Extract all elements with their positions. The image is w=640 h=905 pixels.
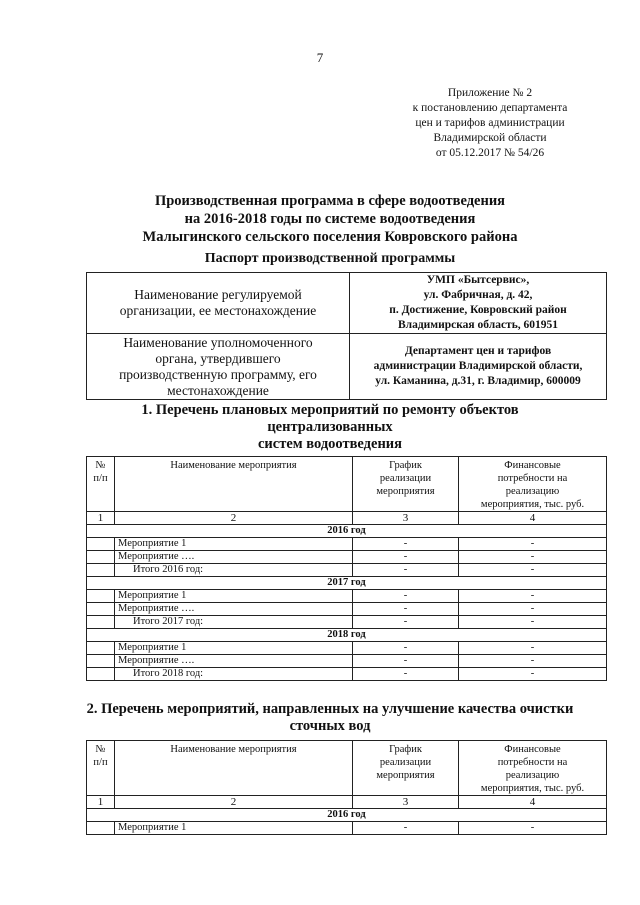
document-title — [40, 192, 620, 246]
table-row — [87, 616, 607, 629]
year-label: 2016 год — [87, 525, 607, 538]
schedule-value: - — [353, 822, 459, 835]
passport-value — [350, 334, 607, 400]
appendix-line: от 05.12.2017 № 54/26 — [435, 147, 545, 159]
appendix-note — [380, 86, 600, 161]
passport-value-line: УМП «Бытсервис», — [426, 274, 530, 286]
finance-value: - — [459, 822, 607, 835]
passport-value-line: п. Достижение, Ковровский район — [389, 304, 567, 316]
column-header-line: Финансовые — [504, 744, 561, 755]
passport-label — [87, 273, 350, 334]
title-line: Малыгинского сельского поселения Ковровского района — [142, 229, 518, 245]
year-label: 2018 год — [87, 629, 607, 642]
section2-table — [86, 740, 607, 835]
column-header — [353, 741, 459, 796]
appendix-line: к постановлению департамента — [412, 102, 568, 114]
header-row — [87, 457, 607, 512]
event-name: Мероприятие …. — [115, 603, 353, 616]
schedule-value: - — [353, 538, 459, 551]
schedule-value: - — [353, 642, 459, 655]
passport-row — [87, 334, 607, 400]
column-header — [353, 457, 459, 512]
column-header-line: п/п — [93, 757, 108, 768]
year-label: 2016 год — [87, 809, 607, 822]
column-header-line: Наименование мероприятия — [170, 744, 297, 755]
passport-label-line: Наименование уполномоченного — [123, 334, 313, 350]
column-number: 2 — [115, 796, 353, 809]
column-header-line: мероприятия, тыс. руб. — [480, 499, 585, 510]
schedule-value: - — [353, 564, 459, 577]
section1-heading-line: систем водоотведения — [257, 436, 403, 452]
column-header-line: реализацию — [505, 486, 560, 497]
page-number: 7 — [316, 50, 324, 65]
column-header — [87, 741, 115, 796]
section1-table — [86, 456, 607, 681]
column-number: 4 — [459, 796, 607, 809]
column-number: 3 — [353, 796, 459, 809]
schedule-value: - — [353, 603, 459, 616]
column-header-line: Финансовые — [504, 460, 561, 471]
passport-row — [87, 273, 607, 334]
finance-value: - — [459, 642, 607, 655]
column-number: 1 — [87, 512, 115, 525]
passport-value-line: Владимирская область, 601951 — [397, 319, 559, 331]
finance-value: - — [459, 655, 607, 668]
passport-label-line: организации, ее местонахождение — [119, 303, 317, 318]
row-number — [87, 668, 115, 681]
finance-value: - — [459, 551, 607, 564]
event-name: Итого 2018 год: — [115, 668, 353, 681]
column-header — [87, 457, 115, 512]
passport-heading: Паспорт производственной программы — [204, 251, 456, 266]
passport-value-line: ул. Фабричная, д. 42, — [423, 289, 533, 301]
finance-value: - — [459, 603, 607, 616]
passport-value-line: ул. Каманина, д.31, г. Владимир, 600009 — [375, 375, 581, 387]
column-number-row — [87, 512, 607, 525]
appendix-line: Приложение № 2 — [447, 87, 533, 99]
table-row — [87, 668, 607, 681]
column-header-line: мероприятия, тыс. руб. — [480, 783, 585, 794]
title-line: на 2016-2018 годы по системе водоотведения — [184, 211, 476, 227]
event-name: Итого 2016 год: — [115, 564, 353, 577]
schedule-value: - — [353, 655, 459, 668]
row-number — [87, 603, 115, 616]
passport-value — [350, 273, 607, 334]
year-row — [87, 525, 607, 538]
schedule-value: - — [353, 668, 459, 681]
column-number: 2 — [115, 512, 353, 525]
row-number — [87, 655, 115, 668]
row-number — [87, 538, 115, 551]
event-name: Мероприятие 1 — [115, 538, 353, 551]
column-header — [115, 457, 353, 512]
event-name: Мероприятие …. — [115, 655, 353, 668]
section2-heading — [40, 701, 620, 735]
schedule-value: - — [353, 590, 459, 603]
row-number — [87, 551, 115, 564]
column-header-line: График — [389, 460, 422, 471]
column-header — [459, 741, 607, 796]
section2-heading-line: 2. Перечень мероприятий, направленных на улучшение качества очистки — [86, 701, 574, 717]
header-row — [87, 741, 607, 796]
table-row — [87, 564, 607, 577]
column-header — [459, 457, 607, 512]
passport-label-line: Наименование регулируемой — [134, 287, 302, 302]
event-name: Мероприятие …. — [115, 551, 353, 564]
row-number — [87, 822, 115, 835]
passport-label-line: производственную программу, его — [119, 366, 317, 382]
year-row — [87, 809, 607, 822]
event-name: Мероприятие 1 — [115, 590, 353, 603]
row-number — [87, 616, 115, 629]
table-row — [87, 603, 607, 616]
year-row — [87, 629, 607, 642]
column-number: 1 — [87, 796, 115, 809]
column-header — [115, 741, 353, 796]
finance-value: - — [459, 564, 607, 577]
column-header-line: Наименование мероприятия — [170, 460, 297, 471]
column-header-line: потребности на — [497, 757, 568, 768]
event-name: Итого 2017 год: — [115, 616, 353, 629]
finance-value: - — [459, 668, 607, 681]
column-header-line: реализации — [379, 473, 432, 484]
column-number: 4 — [459, 512, 607, 525]
column-header-line: мероприятия — [376, 486, 435, 497]
column-header-line: мероприятия — [376, 770, 435, 781]
row-number — [87, 642, 115, 655]
column-header-line: потребности на — [497, 473, 568, 484]
event-name: Мероприятие 1 — [115, 642, 353, 655]
year-row — [87, 577, 607, 590]
schedule-value: - — [353, 616, 459, 629]
section1-heading-line: 1. Перечень плановых мероприятий по ремонту объектов — [141, 402, 519, 418]
finance-value: - — [459, 616, 607, 629]
column-header-line: п/п — [93, 473, 108, 484]
column-number: 3 — [353, 512, 459, 525]
passport-value-line: администрации Владимирской области, — [373, 360, 583, 372]
table-row — [87, 590, 607, 603]
schedule-value: - — [353, 551, 459, 564]
section2-heading-line: сточных вод — [289, 718, 371, 734]
column-header-line: реализации — [379, 757, 432, 768]
section1-heading — [40, 402, 620, 453]
row-number — [87, 564, 115, 577]
passport-label — [87, 334, 350, 400]
passport-label-line: органа, утвердившего — [155, 350, 281, 366]
event-name: Мероприятие 1 — [115, 822, 353, 835]
finance-value: - — [459, 538, 607, 551]
column-header-line: реализацию — [505, 770, 560, 781]
column-header-line: № — [95, 744, 106, 755]
table-row — [87, 642, 607, 655]
table-row — [87, 655, 607, 668]
row-number — [87, 590, 115, 603]
passport-label-line: местонахождение — [167, 382, 269, 398]
table-row — [87, 551, 607, 564]
appendix-line: цен и тарифов администрации — [415, 117, 565, 129]
year-label: 2017 год — [87, 577, 607, 590]
title-line: Производственная программа в сфере водоотведения — [154, 193, 506, 209]
column-header-line: График — [389, 744, 422, 755]
column-header-line: № — [95, 460, 106, 471]
table-row — [87, 822, 607, 835]
appendix-line: Владимирской области — [433, 132, 547, 144]
passport-value-line: Департамент цен и тарифов — [404, 345, 552, 357]
finance-value: - — [459, 590, 607, 603]
column-number-row — [87, 796, 607, 809]
passport-table — [86, 272, 607, 400]
section1-heading-line: централизованных — [267, 419, 393, 435]
table-row — [87, 538, 607, 551]
